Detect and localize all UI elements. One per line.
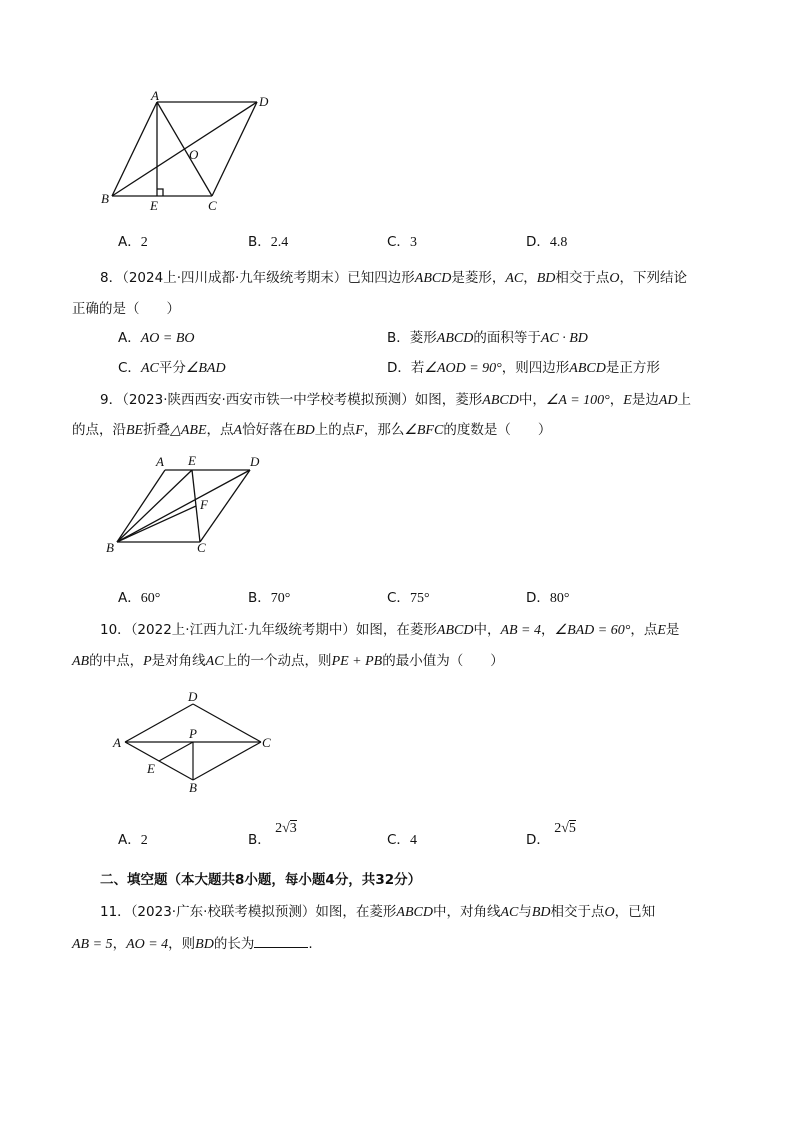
- q10-option-b-radicand: 3: [289, 821, 297, 836]
- q7-label-e: E: [150, 198, 158, 213]
- section-heading-fill-in: 二、填空题（本大题共8小题，每小题4分，共32分）: [100, 872, 422, 888]
- q11-stem-line2: AB = 5，AO = 4，则BD的长为 .: [72, 933, 313, 955]
- q9-stem-line1: 9．（2023·陕西西安·西安市铁一中学校考模拟预测）如图，菱形ABCD中，∠A = 100°，E是边AD上: [100, 392, 691, 408]
- q10-figure: [105, 688, 290, 803]
- q10-option-a: A．2: [118, 832, 148, 848]
- q7-label-o: O: [189, 147, 199, 162]
- q9-option-a: A．60°: [118, 590, 161, 606]
- q10-label-p: P: [189, 726, 197, 741]
- q10-label-a: A: [113, 735, 121, 750]
- q8-stem-line1: 8．（2024上·四川成都·九年级统考期末）已知四边形ABCD是菱形，AC，BD相交于点O，下列结论: [100, 270, 688, 286]
- q10-option-d: D． 2√5: [526, 821, 576, 848]
- sqrt-sign-icon: √: [561, 821, 569, 836]
- q9-label-d: D: [250, 454, 260, 469]
- q10-option-d-radicand: 5: [568, 821, 576, 836]
- q9-label-b: B: [106, 540, 114, 555]
- q10-option-b: B． 2√3: [248, 821, 297, 848]
- q10-label-c: C: [262, 735, 271, 750]
- q8-option-b: B．菱形ABCD的面积等于AC · BD: [387, 330, 588, 346]
- q10-option-b-coefficient: 2: [275, 821, 283, 836]
- q7-option-d: D．4.8: [526, 234, 568, 250]
- q9-label-e: E: [188, 453, 196, 468]
- q8-option-d: D．若∠AOD = 90°，则四边形ABCD是正方形: [387, 360, 660, 376]
- q8-option-c: C．AC平分∠BAD: [118, 360, 226, 376]
- q9-label-c: C: [197, 540, 206, 555]
- q7-label-c: C: [208, 198, 217, 213]
- q9-label-f: F: [200, 497, 208, 512]
- q9-label-a: A: [156, 454, 164, 469]
- q9-option-d: D．80°: [526, 590, 570, 606]
- q7-figure: [95, 88, 285, 218]
- q7-option-b: B．2.4: [248, 234, 289, 250]
- answer-blank[interactable]: [254, 933, 308, 948]
- q10-label-d: D: [188, 689, 198, 704]
- q10-stem-line1: 10．（2022上·江西九江·九年级统考期中）如图，在菱形ABCD中，AB = 4，∠BAD = 60°，点E是: [100, 622, 680, 638]
- q9-option-c: C．75°: [387, 590, 430, 606]
- q10-option-d-coefficient: 2: [554, 821, 562, 836]
- q9-stem-line2: 的点，沿BE折叠△ABE，点A恰好落在BD上的点F，那么∠BFC的度数是（ ）: [72, 422, 552, 438]
- q8-stem-line2: 正确的是（ ）: [72, 301, 180, 317]
- q7-label-a: A: [151, 88, 159, 103]
- q7-label-d: D: [259, 94, 269, 109]
- q7-option-a: A．2: [118, 234, 148, 250]
- q8-option-a: A．AO = BO: [118, 330, 195, 346]
- q9-figure: [100, 450, 280, 560]
- q10-option-c: C．4: [387, 832, 417, 848]
- q10-label-e: E: [147, 761, 155, 776]
- q11-stem-line1: 11．（2023·广东·校联考模拟预测）如图，在菱形ABCD中，对角线AC与BD相交于点O，已知: [100, 904, 656, 920]
- q7-label-b: B: [101, 191, 109, 206]
- q9-option-b: B．70°: [248, 590, 291, 606]
- q10-label-b: B: [189, 780, 197, 795]
- q10-stem-line2: AB的中点，P是对角线AC上的一个动点，则PE + PB的最小值为（ ）: [72, 653, 504, 669]
- sqrt-sign-icon: √: [282, 821, 290, 836]
- q7-option-c: C．3: [387, 234, 417, 250]
